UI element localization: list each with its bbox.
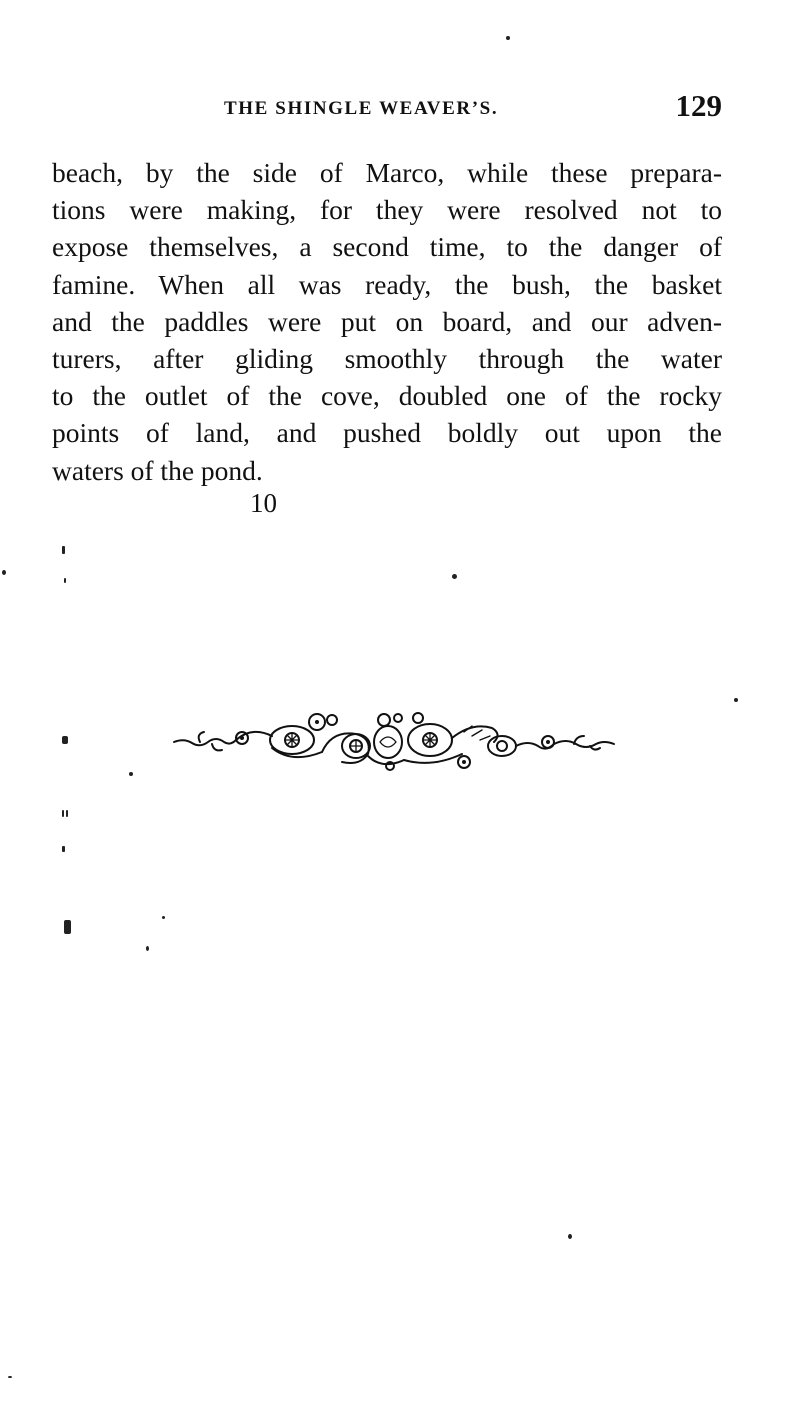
page-number: 129 [675, 88, 722, 123]
scan-speck [62, 736, 68, 744]
scan-speck [66, 810, 68, 817]
running-head [52, 88, 722, 128]
running-title: THE SHINGLE WEAVER’S. [224, 98, 499, 119]
scan-speck [64, 578, 66, 583]
text-line: and the paddles were put on board, and our adven- [52, 305, 722, 337]
scan-speck [162, 916, 165, 919]
scan-speck [64, 920, 71, 934]
scan-speck [129, 772, 133, 776]
text-line: beach, by the side of Marco, while these prepara- [52, 157, 722, 188]
text-line: famine. When all was ready, the bush, the basket [52, 268, 722, 300]
text-line: expose themselves, a second time, to the danger of [52, 231, 722, 263]
scan-speck [2, 570, 6, 575]
floral-tailpiece-icon [172, 712, 616, 774]
text-line: turers, after gliding smoothly through the water [52, 342, 722, 374]
text-line: to the outlet of the cove, doubled one of the rocky [52, 380, 722, 412]
text-line: tions were making, for they were resolved not to [52, 194, 722, 226]
scan-speck [62, 810, 64, 817]
scan-speck [452, 574, 457, 579]
body-paragraph [52, 154, 722, 489]
scan-speck [506, 36, 510, 40]
scan-speck [62, 846, 65, 852]
signature-mark: 10 [250, 488, 277, 518]
scan-speck [8, 1376, 12, 1378]
scan-speck [734, 698, 738, 702]
text-line: waters of the pond. [52, 454, 263, 486]
scan-speck [146, 946, 149, 951]
scan-speck [568, 1234, 572, 1239]
scan-speck [62, 546, 65, 554]
text-line: points of land, and pushed boldly out upon the [52, 417, 722, 449]
